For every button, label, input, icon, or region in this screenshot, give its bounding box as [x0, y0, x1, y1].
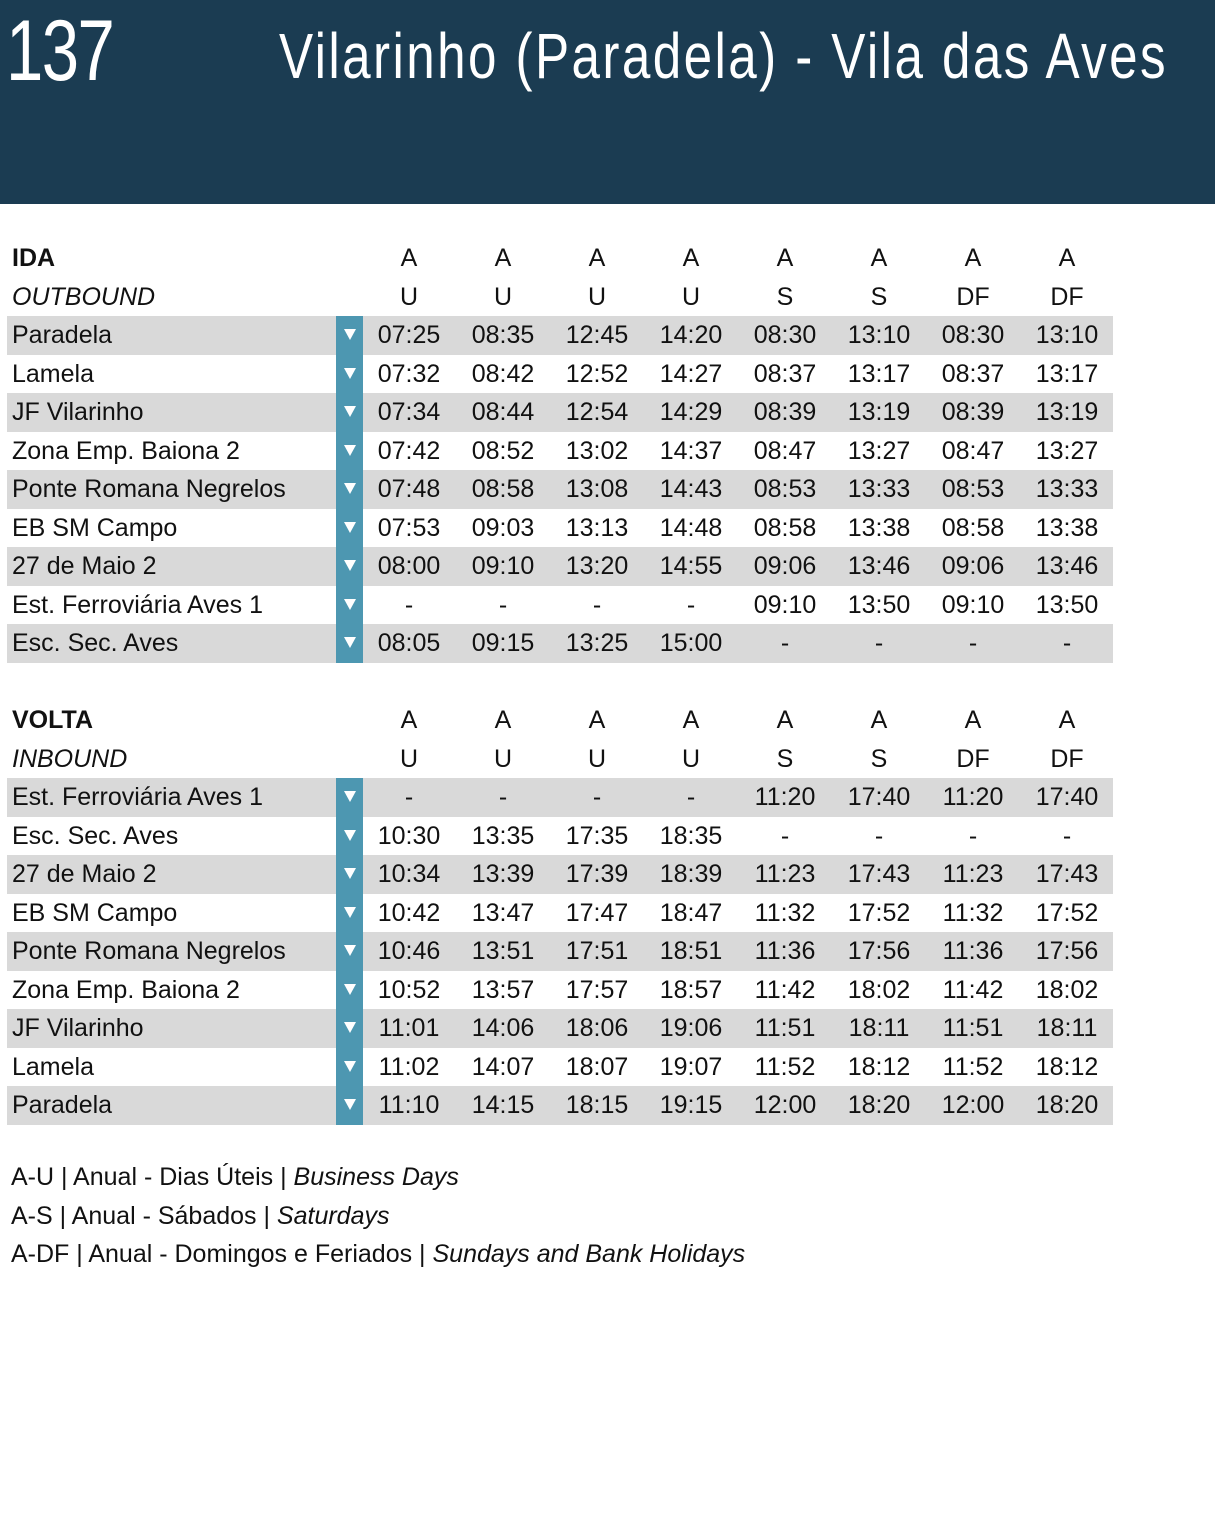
stop-row	[7, 855, 1113, 894]
departure-time: 09:06	[941, 552, 1005, 580]
route-number: 137	[6, 3, 114, 99]
stop-marker	[336, 971, 363, 1010]
period-code: A	[1058, 244, 1076, 272]
departure-time: 13:02	[565, 436, 629, 465]
departure-time: 14:27	[659, 359, 723, 388]
departure-time: 09:06	[753, 552, 817, 580]
stop-name: JF Vilarinho	[12, 1014, 144, 1042]
down-arrow-icon	[344, 522, 356, 533]
departure-time: -	[686, 590, 696, 619]
departure-time: 08:37	[753, 359, 817, 388]
period-code: A	[870, 706, 888, 734]
departure-time: 14:55	[659, 552, 723, 580]
departure-time: -	[498, 783, 508, 811]
departure-time: 18:02	[847, 975, 911, 1004]
departure-time: 13:10	[847, 321, 911, 349]
departure-time: 08:53	[941, 475, 1005, 503]
stop-name: Zona Emp. Baiona 2	[12, 436, 240, 465]
route-header	[0, 0, 1215, 204]
departure-time: 11:36	[754, 937, 816, 965]
day-code: DF	[956, 282, 990, 311]
day-code: S	[776, 282, 794, 311]
down-arrow-icon	[344, 1061, 356, 1072]
departure-time: 14:48	[659, 513, 723, 542]
stop-marker	[336, 393, 363, 432]
stop-marker	[336, 817, 363, 856]
departure-time: 08:42	[471, 359, 535, 388]
departure-time: 11:32	[942, 898, 1004, 927]
departure-time: 17:40	[1035, 783, 1099, 811]
stop-name: EB SM Campo	[12, 898, 178, 927]
departure-time: 07:25	[377, 321, 441, 349]
period-code: A	[400, 706, 418, 734]
stop-row	[7, 817, 1113, 856]
stop-marker	[336, 855, 363, 894]
departure-time: 09:03	[471, 513, 535, 542]
departure-time: 14:06	[471, 1014, 535, 1042]
stop-name: Paradela	[12, 1091, 113, 1119]
departure-time: 18:02	[1035, 975, 1099, 1004]
departure-time: 11:01	[378, 1014, 440, 1042]
departure-time: 18:20	[847, 1091, 911, 1119]
stop-marker	[336, 1086, 363, 1125]
departure-time: 13:08	[565, 475, 629, 503]
period-code: A	[588, 706, 606, 734]
stop-row	[7, 547, 1113, 586]
departure-time: 13:19	[1035, 398, 1099, 426]
down-arrow-icon	[344, 368, 356, 379]
departure-time: 13:46	[1035, 552, 1099, 580]
departure-time: 13:25	[565, 629, 629, 657]
down-arrow-icon	[344, 1099, 356, 1110]
departure-time: 10:42	[377, 898, 441, 927]
header-row	[7, 740, 1113, 779]
departure-time: 18:15	[565, 1091, 629, 1119]
departure-time: 18:57	[659, 975, 723, 1004]
day-code: U	[681, 744, 701, 773]
departure-time: 13:46	[847, 552, 911, 580]
period-code: A	[494, 244, 512, 272]
section-subtitle: INBOUND	[12, 744, 128, 773]
down-arrow-icon	[344, 868, 356, 879]
header-row	[7, 701, 1113, 740]
departure-time: 17:39	[565, 860, 629, 888]
departure-time: 19:07	[659, 1052, 723, 1081]
departure-time: 13:27	[1035, 436, 1099, 465]
departure-time: 08:00	[377, 552, 441, 580]
departure-time: 11:23	[942, 860, 1004, 888]
departure-time: -	[404, 590, 414, 619]
departure-time: 13:27	[847, 436, 911, 465]
stop-marker	[336, 1048, 363, 1087]
departure-time: 18:07	[565, 1052, 629, 1081]
stop-name: Est. Ferroviária Aves 1	[12, 783, 264, 811]
departure-time: 14:29	[659, 398, 723, 426]
departure-time: 13:20	[565, 552, 629, 580]
legend-english: Saturdays	[276, 1202, 390, 1230]
down-arrow-icon	[344, 945, 356, 956]
departure-time: 08:39	[941, 398, 1005, 426]
departure-time: 17:52	[1035, 898, 1099, 927]
header-row	[7, 278, 1113, 317]
stop-name: Est. Ferroviária Aves 1	[12, 590, 264, 619]
stop-name: Zona Emp. Baiona 2	[12, 975, 240, 1004]
period-code: A	[1058, 706, 1076, 734]
legend-code: A-U | Anual - Dias Úteis |	[11, 1163, 294, 1191]
departure-time: 17:52	[847, 898, 911, 927]
day-code: S	[870, 282, 888, 311]
period-code: A	[776, 706, 794, 734]
departure-time: 13:17	[1035, 359, 1099, 388]
day-code: S	[776, 744, 794, 773]
stop-row	[7, 1048, 1113, 1087]
legend-item	[11, 1240, 745, 1269]
stop-name: Esc. Sec. Aves	[12, 629, 179, 657]
stop-marker	[336, 316, 363, 355]
down-arrow-icon	[344, 560, 356, 571]
departure-time: 18:20	[1035, 1091, 1099, 1119]
legend-english: Business Days	[293, 1163, 459, 1191]
day-code: U	[493, 282, 513, 311]
departure-time: 18:47	[659, 898, 723, 927]
down-arrow-icon	[344, 984, 356, 995]
departure-time: 13:10	[1035, 321, 1099, 349]
departure-time: 10:34	[377, 860, 441, 888]
departure-time: 07:42	[377, 436, 441, 465]
day-code: U	[493, 744, 513, 773]
stop-marker	[336, 1009, 363, 1048]
down-arrow-icon	[344, 830, 356, 841]
departure-time: 08:39	[753, 398, 817, 426]
stop-name: 27 de Maio 2	[12, 552, 157, 580]
departure-time: 13:35	[471, 821, 535, 850]
departure-time: 10:52	[377, 975, 441, 1004]
departure-time: 13:47	[471, 898, 535, 927]
departure-time: 09:15	[471, 629, 535, 657]
departure-time: 13:38	[847, 513, 911, 542]
day-code: DF	[1050, 744, 1084, 773]
stop-row	[7, 393, 1113, 432]
departure-time: 17:35	[565, 821, 629, 850]
departure-time: 08:35	[471, 321, 535, 349]
period-code: A	[776, 244, 794, 272]
departure-time: 10:30	[377, 821, 441, 850]
period-code: A	[400, 244, 418, 272]
departure-time: 08:58	[753, 513, 817, 542]
departure-time: 11:51	[754, 1014, 816, 1042]
stop-name: Ponte Romana Negrelos	[12, 475, 286, 503]
departure-time: 08:30	[941, 321, 1005, 349]
period-code: A	[870, 244, 888, 272]
stop-row	[7, 586, 1113, 625]
departure-time: 11:51	[942, 1014, 1004, 1042]
departure-time: -	[686, 783, 696, 811]
departure-time: 13:57	[471, 975, 535, 1004]
departure-time: -	[1062, 629, 1072, 657]
departure-time: 18:51	[659, 937, 723, 965]
departure-time: 18:11	[1036, 1014, 1098, 1042]
departure-time: -	[1062, 821, 1072, 850]
departure-time: 17:56	[847, 937, 911, 965]
departure-time: 19:06	[659, 1014, 723, 1042]
day-code: U	[399, 744, 419, 773]
departure-time: 17:57	[565, 975, 629, 1004]
stop-marker	[336, 894, 363, 933]
departure-time: 18:06	[565, 1014, 629, 1042]
departure-time: 11:23	[754, 860, 816, 888]
down-arrow-icon	[344, 907, 356, 918]
legend-code: A-S | Anual - Sábados |	[11, 1202, 277, 1230]
departure-time: -	[968, 821, 978, 850]
departure-time: -	[592, 590, 602, 619]
departure-time: 12:54	[565, 398, 629, 426]
stop-row	[7, 1009, 1113, 1048]
departure-time: 08:30	[753, 321, 817, 349]
legend-code: A-DF | Anual - Domingos e Feriados |	[11, 1240, 433, 1268]
stop-row	[7, 470, 1113, 509]
stop-row	[7, 932, 1113, 971]
departure-time: 07:32	[377, 359, 441, 388]
departure-time: 14:20	[659, 321, 723, 349]
section-title: VOLTA	[12, 706, 94, 734]
day-code: U	[587, 744, 607, 773]
departure-time: 17:51	[565, 937, 629, 965]
stop-marker	[336, 509, 363, 548]
departure-time: 07:53	[377, 513, 441, 542]
departure-time: -	[780, 629, 790, 657]
departure-time: 13:50	[1035, 590, 1099, 619]
day-code: U	[587, 282, 607, 311]
stop-row	[7, 509, 1113, 548]
departure-time: 13:38	[1035, 513, 1099, 542]
departure-time: -	[780, 821, 790, 850]
departure-time: 11:32	[754, 898, 816, 927]
departure-time: -	[498, 590, 508, 619]
departure-time: 15:00	[659, 629, 723, 657]
departure-time: 13:19	[847, 398, 911, 426]
departure-time: 09:10	[753, 590, 817, 619]
stop-name: Lamela	[12, 1052, 94, 1081]
section-title: IDA	[12, 244, 56, 272]
down-arrow-icon	[344, 445, 356, 456]
departure-time: 17:43	[847, 860, 911, 888]
stop-name: Paradela	[12, 321, 113, 349]
day-code: S	[870, 744, 888, 773]
stop-name: 27 de Maio 2	[12, 860, 157, 888]
day-code: DF	[956, 744, 990, 773]
period-code: A	[682, 706, 700, 734]
departure-time: 08:52	[471, 436, 535, 465]
stop-marker	[336, 547, 363, 586]
period-code: A	[588, 244, 606, 272]
departure-time: 12:45	[565, 321, 629, 349]
departure-time: 14:07	[471, 1052, 535, 1081]
outbound-timetable	[7, 239, 1113, 663]
stop-name: Esc. Sec. Aves	[12, 821, 179, 850]
day-code: U	[399, 282, 419, 311]
legend-item	[11, 1163, 459, 1192]
departure-time: 13:39	[471, 860, 535, 888]
departure-time: 11:10	[378, 1091, 440, 1119]
departure-time: 08:05	[377, 629, 441, 657]
departure-time: -	[874, 821, 884, 850]
departure-time: 10:46	[377, 937, 441, 965]
departure-time: 11:52	[754, 1052, 816, 1081]
stop-row	[7, 316, 1113, 355]
departure-time: 07:34	[377, 398, 441, 426]
departure-time: 18:12	[847, 1052, 911, 1081]
departure-time: 12:00	[753, 1091, 817, 1119]
down-arrow-icon	[344, 483, 356, 494]
departure-time: 11:20	[754, 783, 816, 811]
departure-time: 18:35	[659, 821, 723, 850]
departure-time: 08:47	[753, 436, 817, 465]
period-code: A	[494, 706, 512, 734]
day-code: U	[681, 282, 701, 311]
stop-row	[7, 1086, 1113, 1125]
legend-item	[11, 1202, 389, 1231]
departure-time: 08:47	[941, 436, 1005, 465]
period-code: A	[964, 706, 982, 734]
departure-time: 11:52	[942, 1052, 1004, 1081]
departure-time: 13:13	[565, 513, 629, 542]
stop-row	[7, 624, 1113, 663]
departure-time: 11:20	[942, 783, 1004, 811]
down-arrow-icon	[344, 329, 356, 340]
departure-time: 07:48	[377, 475, 441, 503]
departure-time: 08:44	[471, 398, 535, 426]
legend-english: Sundays and Bank Holidays	[432, 1240, 746, 1268]
departure-time: 13:51	[471, 937, 535, 965]
departure-time: -	[592, 783, 602, 811]
departure-time: 14:43	[659, 475, 723, 503]
stop-row	[7, 778, 1113, 817]
departure-time: 11:02	[378, 1052, 440, 1081]
stop-marker	[336, 586, 363, 625]
route-name: Vilarinho (Paradela) - Vila das Aves	[279, 20, 1168, 92]
departure-time: 17:43	[1035, 860, 1099, 888]
down-arrow-icon	[344, 406, 356, 417]
departure-time: 08:53	[753, 475, 817, 503]
departure-time: 18:12	[1035, 1052, 1099, 1081]
departure-time: 13:33	[1035, 475, 1099, 503]
departure-time: 11:36	[942, 937, 1004, 965]
stop-row	[7, 355, 1113, 394]
departure-time: 19:15	[659, 1091, 723, 1119]
section-subtitle: OUTBOUND	[12, 282, 156, 311]
departure-time: 11:42	[754, 975, 816, 1004]
header-row	[7, 239, 1113, 278]
departure-time: -	[404, 783, 414, 811]
down-arrow-icon	[344, 637, 356, 648]
stop-marker	[336, 624, 363, 663]
departure-time: 12:00	[941, 1091, 1005, 1119]
stop-name: Ponte Romana Negrelos	[12, 937, 286, 965]
departure-time: 17:56	[1035, 937, 1099, 965]
stop-name: Lamela	[12, 359, 94, 388]
period-code: A	[964, 244, 982, 272]
period-code: A	[682, 244, 700, 272]
inbound-timetable	[7, 701, 1113, 1125]
departure-time: 14:15	[471, 1091, 535, 1119]
departure-time: 13:50	[847, 590, 911, 619]
down-arrow-icon	[344, 1022, 356, 1033]
departure-time: 08:58	[941, 513, 1005, 542]
stop-name: EB SM Campo	[12, 513, 178, 542]
departure-time: 09:10	[941, 590, 1005, 619]
stop-row	[7, 432, 1113, 471]
departure-time: 12:52	[565, 359, 629, 388]
stop-name: JF Vilarinho	[12, 398, 144, 426]
stop-row	[7, 894, 1113, 933]
departure-time: 18:39	[659, 860, 723, 888]
departure-time: 13:17	[847, 359, 911, 388]
departure-time: -	[874, 629, 884, 657]
stop-row	[7, 971, 1113, 1010]
departure-time: 08:58	[471, 475, 535, 503]
departure-time: 09:10	[471, 552, 535, 580]
departure-time: 08:37	[941, 359, 1005, 388]
down-arrow-icon	[344, 599, 356, 610]
departure-time: 18:11	[848, 1014, 910, 1042]
stop-marker	[336, 778, 363, 817]
stop-marker	[336, 932, 363, 971]
departure-time: -	[968, 629, 978, 657]
departure-time: 11:42	[942, 975, 1004, 1004]
departure-time: 17:47	[565, 898, 629, 927]
stop-marker	[336, 355, 363, 394]
stop-marker	[336, 470, 363, 509]
departure-time: 14:37	[659, 436, 723, 465]
departure-time: 17:40	[847, 783, 911, 811]
departure-time: 13:33	[847, 475, 911, 503]
down-arrow-icon	[344, 791, 356, 802]
day-code: DF	[1050, 282, 1084, 311]
stop-marker	[336, 432, 363, 471]
